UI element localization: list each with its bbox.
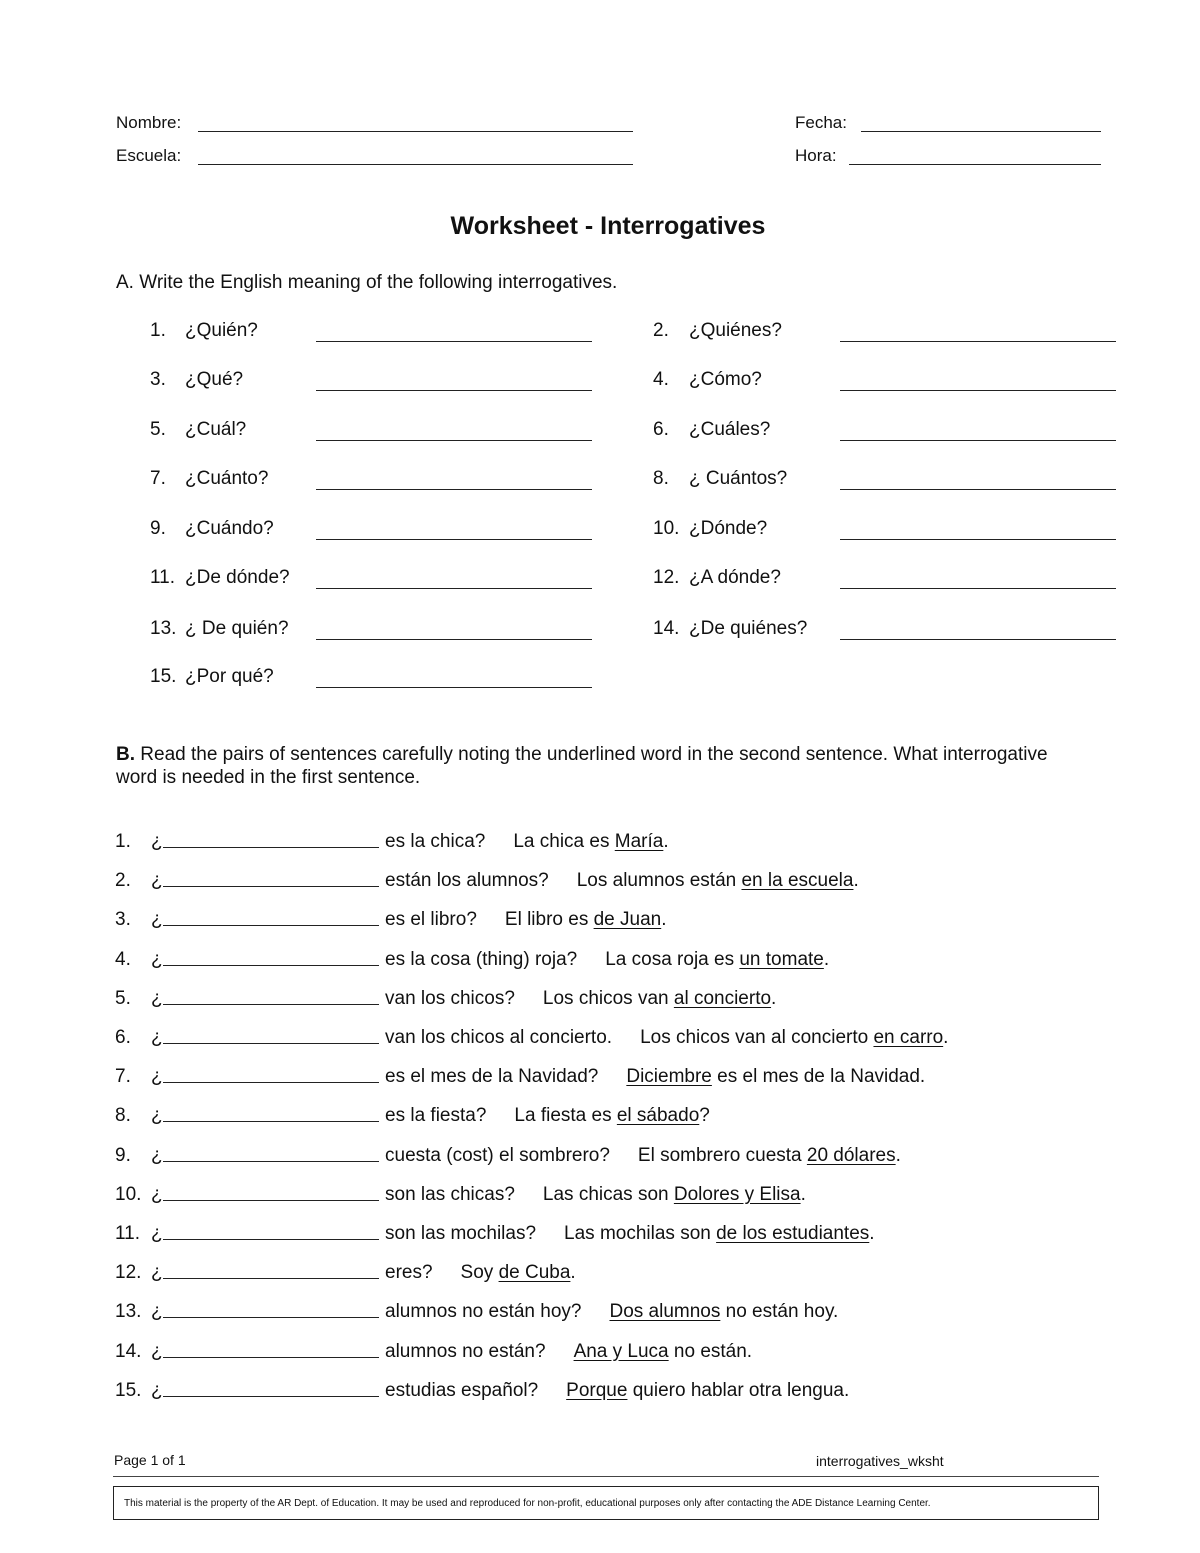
b-answer-pre: Las chicas son	[542, 1183, 674, 1205]
inverted-question-mark: ¿	[151, 1262, 163, 1284]
b-answer-pre: La cosa roja es	[605, 948, 740, 970]
b-answer-post: quiero hablar otra lengua.	[627, 1379, 850, 1401]
b-item-number: 10.	[115, 1183, 142, 1205]
a-answer-blank[interactable]	[316, 539, 592, 540]
a-item-word: ¿Cuál?	[185, 419, 247, 440]
copyright-text: This material is the property of the AR Dept. of Education. It may be used and reproduced for non-profit, educational purposes only after contacting the ADE Distance Learning Center.	[124, 1497, 931, 1509]
a-answer-blank[interactable]	[840, 639, 1116, 640]
b-answer-blank[interactable]	[163, 1239, 379, 1240]
b-item-number: 15.	[115, 1379, 142, 1401]
b-answer-post: .	[943, 1027, 949, 1048]
b-sentence-pair	[385, 870, 859, 892]
b-item-number: 2.	[115, 870, 131, 892]
inverted-question-mark: ¿	[151, 1144, 163, 1166]
b-item-number: 12.	[115, 1262, 142, 1284]
b-answer-blank[interactable]	[163, 965, 379, 966]
b-underlined-word: de Cuba	[498, 1262, 571, 1284]
section-a-instruction: A. Write the English meaning of the following interrogatives.	[116, 272, 618, 293]
a-item-number: 15.	[150, 666, 177, 687]
b-item-number: 5.	[115, 987, 131, 1009]
a-answer-blank[interactable]	[840, 390, 1116, 391]
b-sentence-pair	[385, 1145, 901, 1167]
b-sentence-pair	[385, 909, 667, 931]
file-name: interrogatives_wksht	[816, 1453, 944, 1469]
a-item-number: 4.	[653, 369, 669, 390]
b-sentence-pair	[385, 1301, 838, 1323]
a-answer-blank[interactable]	[840, 539, 1116, 540]
b-underlined-word: María	[614, 831, 664, 852]
b-answer-blank[interactable]	[163, 1317, 379, 1318]
b-question-text: van los chicos al concierto.	[385, 1027, 613, 1048]
a-item-word: ¿Cómo?	[689, 369, 762, 390]
b-answer-blank[interactable]	[163, 1161, 379, 1162]
b-answer-post: .	[823, 948, 830, 970]
b-answer-pre: La fiesta es	[514, 1105, 617, 1127]
inverted-question-mark: ¿	[151, 870, 163, 892]
fecha-field[interactable]	[861, 131, 1101, 132]
b-question-text: son las chicas?	[385, 1183, 515, 1205]
section-b-letter: B.	[116, 744, 135, 765]
a-item-number: 10.	[653, 518, 680, 539]
b-item-number: 4.	[115, 948, 131, 970]
b-answer-blank[interactable]	[163, 886, 379, 887]
b-underlined-word: el sábado	[616, 1105, 700, 1127]
inverted-question-mark: ¿	[151, 1183, 163, 1205]
b-answer-pre: Los chicos van al concierto	[640, 1027, 874, 1048]
a-item-word: ¿ De quién?	[185, 618, 289, 639]
inverted-question-mark: ¿	[151, 1027, 163, 1048]
b-answer-blank[interactable]	[163, 1278, 379, 1279]
b-item-number: 7.	[115, 1066, 131, 1088]
b-answer-blank[interactable]	[163, 1082, 379, 1083]
b-underlined-word: Ana y Luca	[573, 1340, 669, 1362]
inverted-question-mark: ¿	[151, 1340, 163, 1362]
b-answer-pre: Soy	[460, 1262, 499, 1284]
b-answer-pre: El libro es	[504, 909, 594, 931]
b-item-number: 11.	[115, 1223, 141, 1244]
b-underlined-word: de Juan	[593, 909, 662, 931]
inverted-question-mark: ¿	[151, 948, 163, 970]
b-underlined-word: Dos alumnos	[609, 1301, 721, 1323]
b-answer-post: .	[771, 987, 777, 1009]
b-question-text: es el mes de la Navidad?	[385, 1066, 599, 1088]
b-sentence-pair	[385, 1066, 925, 1088]
page-title: Worksheet - Interrogatives	[450, 212, 766, 240]
b-answer-post: .	[663, 831, 669, 852]
b-item-number: 6.	[115, 1027, 131, 1048]
b-question-text: es la chica?	[385, 831, 486, 852]
b-item-number: 8.	[115, 1105, 131, 1127]
b-question-text: es el libro?	[385, 909, 477, 931]
b-question-text: es la fiesta?	[385, 1105, 487, 1127]
b-sentence-pair	[385, 1184, 806, 1206]
a-item-word: ¿Quiénes?	[689, 320, 782, 341]
a-item-number: 11.	[150, 567, 176, 588]
b-sentence-pair	[385, 1027, 948, 1049]
nombre-field[interactable]	[198, 131, 633, 132]
b-sentence-pair	[385, 1262, 576, 1284]
a-item-word: ¿Cuándo?	[185, 518, 274, 539]
b-answer-blank[interactable]	[163, 1357, 379, 1358]
a-item-word: ¿ Cuántos?	[689, 468, 788, 489]
a-answer-blank[interactable]	[840, 440, 1116, 441]
b-item-number: 3.	[115, 909, 131, 931]
b-item-number: 1.	[115, 831, 131, 852]
a-answer-blank[interactable]	[316, 639, 592, 640]
inverted-question-mark: ¿	[151, 1223, 163, 1244]
a-item-number: 2.	[653, 320, 669, 341]
a-item-number: 14.	[653, 618, 680, 639]
escuela-field[interactable]	[198, 164, 633, 165]
a-item-number: 1.	[150, 320, 166, 341]
b-question-text: alumnos no están?	[385, 1340, 546, 1362]
inverted-question-mark: ¿	[151, 831, 163, 852]
b-answer-blank[interactable]	[163, 1004, 379, 1005]
a-item-number: 9.	[150, 518, 166, 539]
a-item-number: 7.	[150, 468, 166, 489]
b-answer-post: .	[800, 1183, 806, 1205]
inverted-question-mark: ¿	[151, 1105, 163, 1127]
a-item-number: 13.	[150, 618, 177, 639]
b-question-text: alumnos no están hoy?	[385, 1301, 582, 1323]
b-answer-blank[interactable]	[163, 1043, 379, 1044]
a-item-word: ¿De quiénes?	[689, 618, 808, 639]
a-item-number: 5.	[150, 419, 166, 440]
b-sentence-pair	[385, 988, 776, 1010]
a-item-word: ¿Por qué?	[185, 666, 274, 687]
b-underlined-word: al concierto	[673, 987, 772, 1009]
b-underlined-word: en la escuela	[741, 870, 854, 892]
a-answer-blank[interactable]	[840, 489, 1116, 490]
b-sentence-pair	[385, 1380, 849, 1402]
inverted-question-mark: ¿	[151, 909, 163, 931]
b-answer-pre: Los alumnos están	[576, 870, 742, 892]
inverted-question-mark: ¿	[151, 1301, 163, 1323]
b-answer-pre: La chica es	[513, 831, 615, 852]
nombre-label: Nombre:	[116, 113, 182, 132]
inverted-question-mark: ¿	[151, 1379, 163, 1401]
a-answer-blank[interactable]	[316, 341, 592, 342]
b-question-text: están los alumnos?	[385, 870, 549, 892]
b-underlined-word: 20 dólares	[806, 1144, 896, 1166]
a-item-number: 6.	[653, 419, 669, 440]
b-question-text: estudias español?	[385, 1379, 539, 1401]
b-underlined-word: Porque	[566, 1379, 628, 1401]
a-item-number: 12.	[653, 567, 680, 588]
section-b-text: Read the pairs of sentences carefully noting the underlined word in the second sentence. What interrogative word is needed in the first sentence.	[116, 744, 1048, 788]
section-b-instruction	[116, 743, 1076, 789]
b-answer-blank[interactable]	[163, 1121, 379, 1122]
a-item-word: ¿Cuánto?	[185, 468, 269, 489]
b-answer-post: .	[661, 909, 667, 931]
b-question-text: son las mochilas?	[385, 1223, 537, 1244]
escuela-label: Escuela:	[116, 146, 182, 165]
a-answer-blank[interactable]	[840, 588, 1116, 589]
b-answer-blank[interactable]	[163, 1396, 379, 1397]
b-question-text: es la cosa (thing) roja?	[385, 948, 578, 970]
a-answer-blank[interactable]	[840, 341, 1116, 342]
a-item-word: ¿Dónde?	[689, 518, 768, 539]
a-item-word: ¿Qué?	[185, 369, 244, 390]
b-answer-post: .	[869, 1223, 875, 1244]
hora-label: Hora:	[795, 146, 837, 165]
copyright-notice	[113, 1486, 1099, 1520]
inverted-question-mark: ¿	[151, 1066, 163, 1088]
b-item-number: 9.	[115, 1144, 131, 1166]
a-answer-blank[interactable]	[316, 390, 592, 391]
b-answer-blank[interactable]	[163, 847, 379, 848]
a-answer-blank[interactable]	[316, 489, 592, 490]
b-answer-blank[interactable]	[163, 1200, 379, 1201]
b-answer-post: no están hoy.	[720, 1301, 839, 1323]
page-number: Page 1 of 1	[114, 1452, 186, 1468]
b-answer-post: es el mes de la Navidad.	[711, 1066, 926, 1088]
a-item-word: ¿Quién?	[185, 320, 258, 341]
b-sentence-pair	[385, 1105, 710, 1127]
a-item-number: 8.	[653, 468, 669, 489]
hora-field[interactable]	[849, 164, 1101, 165]
b-item-number: 14.	[115, 1340, 142, 1362]
b-answer-pre: El sombrero cuesta	[637, 1144, 807, 1166]
b-underlined-word: de los estudiantes	[716, 1223, 870, 1244]
b-sentence-pair	[385, 831, 669, 853]
b-answer-pre: Las mochilas son	[564, 1223, 717, 1244]
a-item-word: ¿A dónde?	[689, 567, 781, 588]
b-answer-post: .	[895, 1144, 901, 1166]
b-answer-post: .	[853, 870, 859, 892]
inverted-question-mark: ¿	[151, 987, 163, 1009]
b-underlined-word: Diciembre	[626, 1066, 712, 1088]
b-sentence-pair	[385, 1341, 752, 1363]
b-answer-post: ?	[699, 1105, 710, 1127]
b-question-text: cuesta (cost) el sombrero?	[385, 1144, 610, 1166]
b-underlined-word: en carro	[873, 1027, 944, 1048]
b-underlined-word: Dolores y Elisa	[673, 1183, 801, 1205]
a-item-word: ¿De dónde?	[185, 567, 290, 588]
b-item-number: 13.	[115, 1301, 142, 1323]
b-answer-post: no están.	[668, 1340, 753, 1362]
b-question-text: eres?	[385, 1262, 433, 1284]
a-answer-blank[interactable]	[316, 440, 592, 441]
a-item-word: ¿Cuáles?	[689, 419, 771, 440]
footer-divider	[113, 1476, 1099, 1477]
b-question-text: van los chicos?	[385, 987, 515, 1009]
b-sentence-pair	[385, 949, 829, 971]
a-answer-blank[interactable]	[316, 687, 592, 688]
fecha-label: Fecha:	[795, 113, 847, 132]
a-answer-blank[interactable]	[316, 588, 592, 589]
b-answer-pre: Los chicos van	[542, 987, 674, 1009]
b-answer-blank[interactable]	[163, 925, 379, 926]
a-item-number: 3.	[150, 369, 166, 390]
b-answer-post: .	[570, 1262, 576, 1284]
b-sentence-pair	[385, 1223, 875, 1245]
b-underlined-word: un tomate	[739, 948, 824, 970]
